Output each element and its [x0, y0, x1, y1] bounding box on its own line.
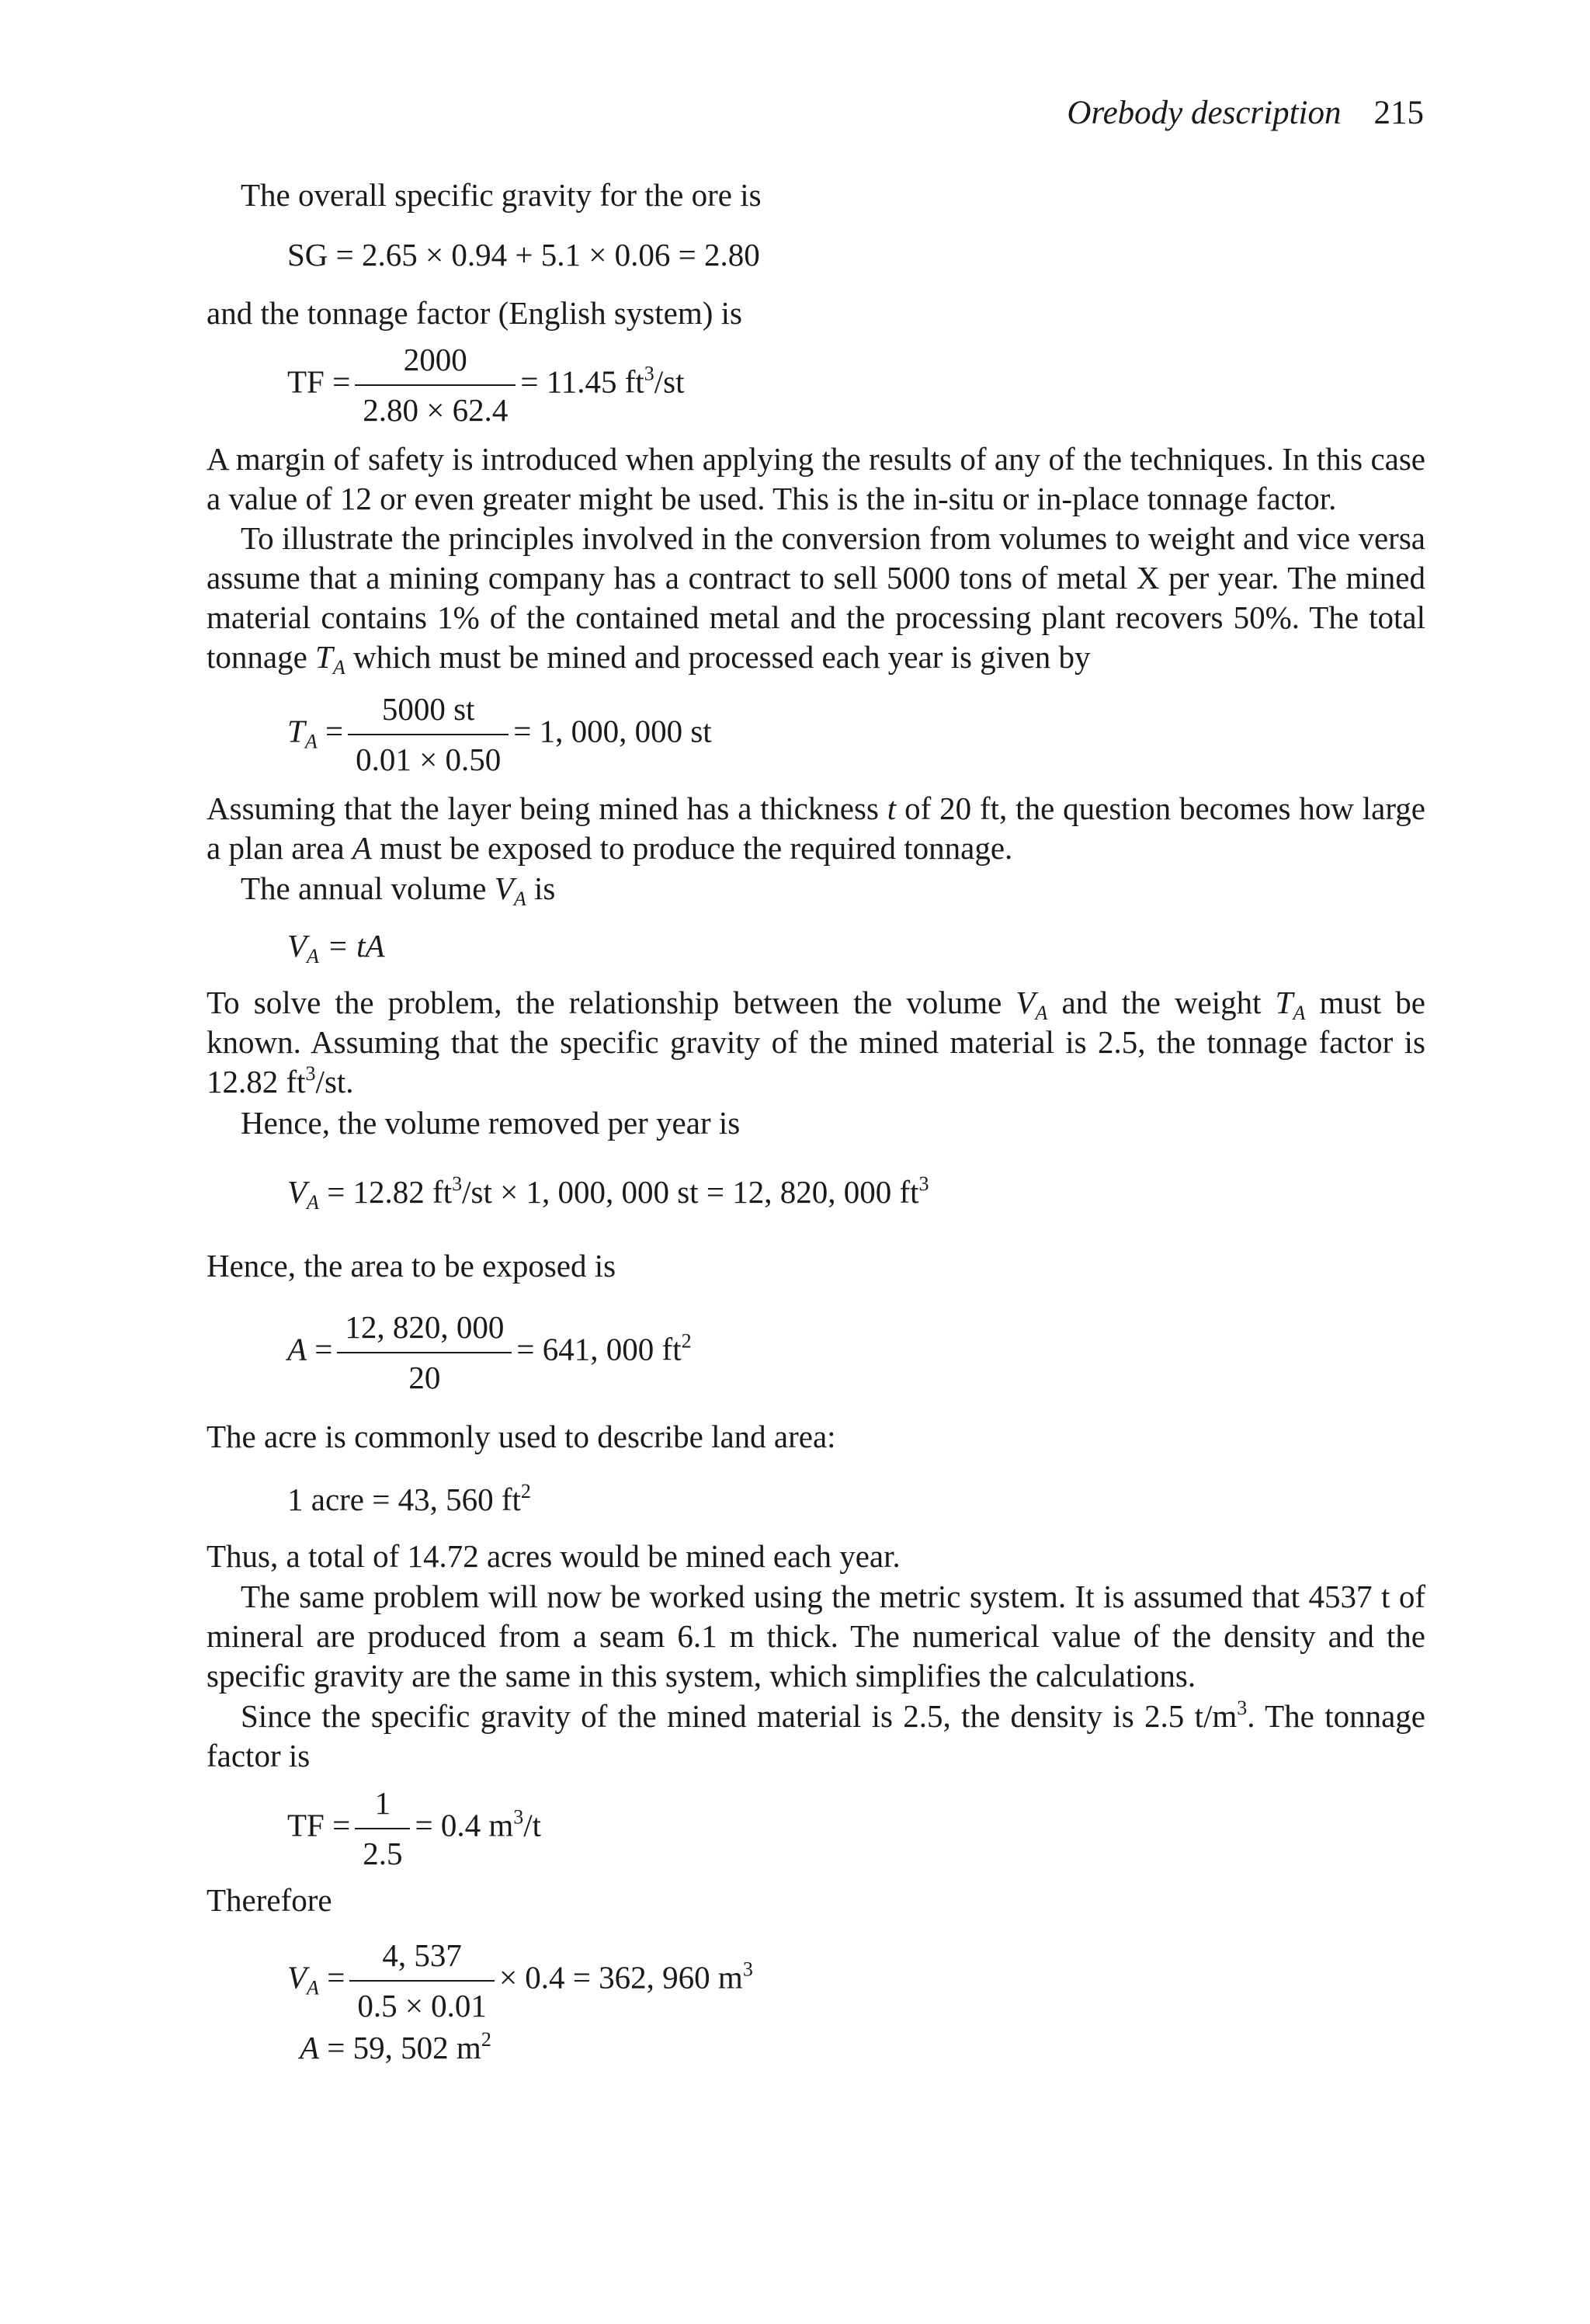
- running-title: Orebody description: [1067, 95, 1342, 131]
- equation-tonnage-factor-metric: TF = $\frac{1}{2.5}$ = 0.4 $m^3/t$: [287, 1785, 542, 1871]
- paragraph: The same problem will now be worked using the metric system. It is assumed that 4537 t of mineral are produced from a seam 6.1 m thick. The numerical value of the density and the specific gravity are the same in this system, which simplifies the calculations.: [207, 1579, 1425, 1693]
- equation-tonnage-factor-english: TF = $\frac{2000}{2.80 \times 62.4}$ = 11.45 $ft^3/st$: [287, 342, 685, 428]
- equation-volume-removed: $V_A = 12.82$ $ft^3/st \times 1$, 000, 000 st = 12, 820, 000 $ft^3$: [287, 1172, 929, 1214]
- paragraph: A margin of safety is introduced when applying the results of any of the techniques. In this case a value of 12 or even greater might be used. This is the in-situ or in-place tonnage factor.: [207, 441, 1425, 516]
- paragraph: Hence, the volume removed per year is: [241, 1105, 741, 1141]
- paragraph: Since the specific gravity of the mined material is 2.5, the density is 2.5 $t/m^3$. The tonnage factor is: [207, 1697, 1425, 1773]
- page-number: 215: [1373, 95, 1424, 131]
- paragraph: To solve the problem, the relationship between the volume $V_A$ and the weight $T_A$ must be known. Assuming that the specific gravity of the mined material is 2.5, the tonnage factor is 12.82 $ft^3/st$.: [207, 985, 1425, 1099]
- paragraph: To illustrate the principles involved in the conversion from volumes to weight and vice versa assume that a mining company has a contract to sell 5000 tons of metal X per year. The mined material contains 1% of the contained metal and the processing plant recovers 50%. The total tonnage $T_A$ which must be mined and processed each year is given by: [207, 520, 1425, 679]
- paragraph: and the tonnage factor (English system) is: [207, 295, 742, 331]
- paragraph: Hence, the area to be exposed is: [207, 1248, 616, 1284]
- equation-volume-metric: $V_A$ = $\frac{4, 537}{0.5 \times 0.01}$ × 0.4 = 362, 960 $m^3$: [287, 1937, 753, 2024]
- equation-total-tonnage: $T_A$ = $\frac{5000 st}{0.01 \times 0.50}$ = 1, 000, 000 st: [287, 691, 712, 777]
- paragraph: The overall specific gravity for the ore is: [241, 177, 762, 213]
- equation-area-metric: A = 59, 502 $m^2$: [300, 2028, 491, 2065]
- equation-annual-volume: $V_A$ = tA: [287, 928, 385, 967]
- paragraph: Therefore: [207, 1882, 332, 1918]
- paragraph: Thus, a total of 14.72 acres would be mined each year.: [207, 1538, 901, 1574]
- paragraph: Assuming that the layer being mined has a thickness t of 20 ft, the question becomes how large a plan area A must be exposed to produce the required tonnage.: [207, 790, 1425, 866]
- equation-specific-gravity: SG = 2.65 × 0.94 + 5.1 × 0.06 = 2.80: [287, 237, 760, 273]
- equation-area: A = $\frac{12, 820, 000}{20}$ = 641, 000 $ft^2$: [287, 1309, 692, 1395]
- paragraph: The annual volume $V_A$ is: [241, 870, 556, 910]
- equation-acre: 1 acre = 43, 560 $ft^2$: [287, 1480, 531, 1517]
- running-header: [1067, 92, 1424, 135]
- paragraph: The acre is commonly used to describe land area:: [207, 1419, 836, 1454]
